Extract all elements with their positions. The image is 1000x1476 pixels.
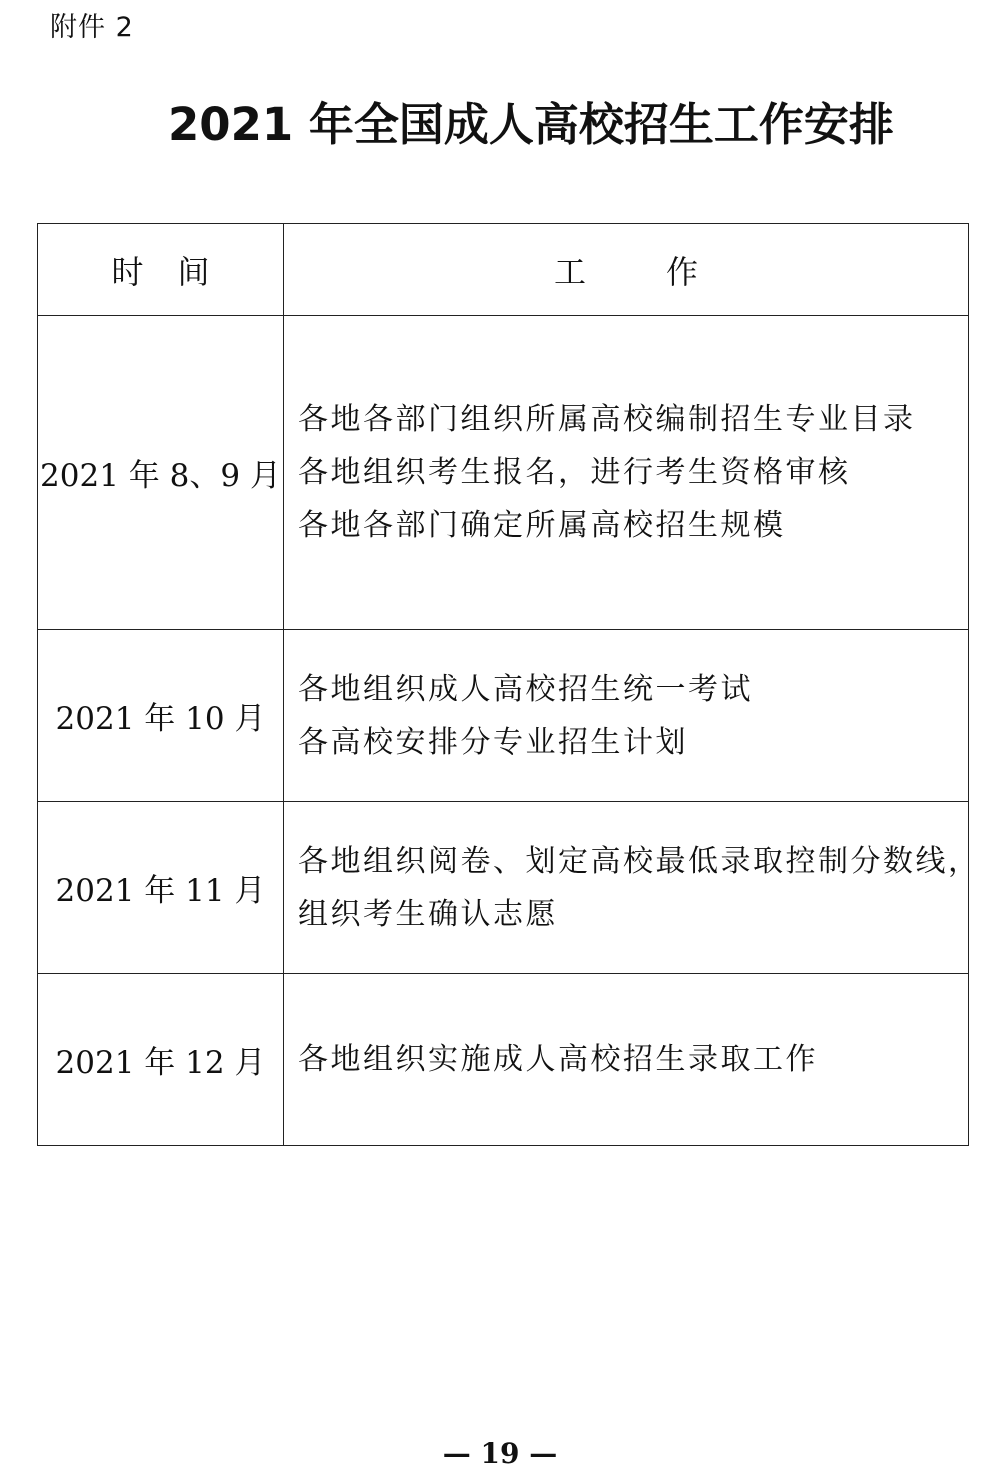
- time-cell: 2021 年 12 月: [38, 974, 284, 1146]
- work-item: 组织考生确认志愿: [298, 896, 558, 932]
- page-title: 2021 年全国成人高校招生工作安排: [168, 98, 894, 151]
- work-item: 各地组织阅卷、划定高校最低录取控制分数线，: [298, 843, 981, 879]
- time-cell: 2021 年 11 月: [38, 802, 284, 974]
- time-cell: 2021 年 8、9 月: [38, 316, 284, 630]
- header-work: 工作: [284, 224, 969, 316]
- table-row: [38, 802, 969, 974]
- table-header-row: [38, 224, 969, 316]
- time-cell: 2021 年 10 月: [38, 630, 284, 802]
- work-item: 各地各部门确定所属高校招生规模: [298, 508, 786, 543]
- work-item: 各地组织实施成人高校招生录取工作: [298, 1042, 818, 1077]
- work-item: 各地各部门组织所属高校编制招生专业目录: [298, 402, 916, 437]
- work-cell: [284, 630, 969, 802]
- schedule-table: [37, 223, 981, 1146]
- work-item: 各地组织考生报名，进行考生资格审核: [298, 455, 851, 490]
- work-cell: [284, 802, 981, 974]
- table-row: [38, 316, 969, 630]
- work-item: 各高校安排分专业招生计划: [298, 724, 688, 760]
- page-number: — 19 —: [442, 1437, 558, 1470]
- work-cell: [284, 316, 969, 630]
- work-item: 各地组织成人高校招生统一考试: [298, 671, 753, 707]
- table-row: [38, 974, 969, 1146]
- work-cell: [284, 974, 969, 1146]
- attachment-label: 附件 2: [50, 12, 134, 43]
- header-time: 时间: [38, 224, 284, 316]
- table-row: [38, 630, 969, 802]
